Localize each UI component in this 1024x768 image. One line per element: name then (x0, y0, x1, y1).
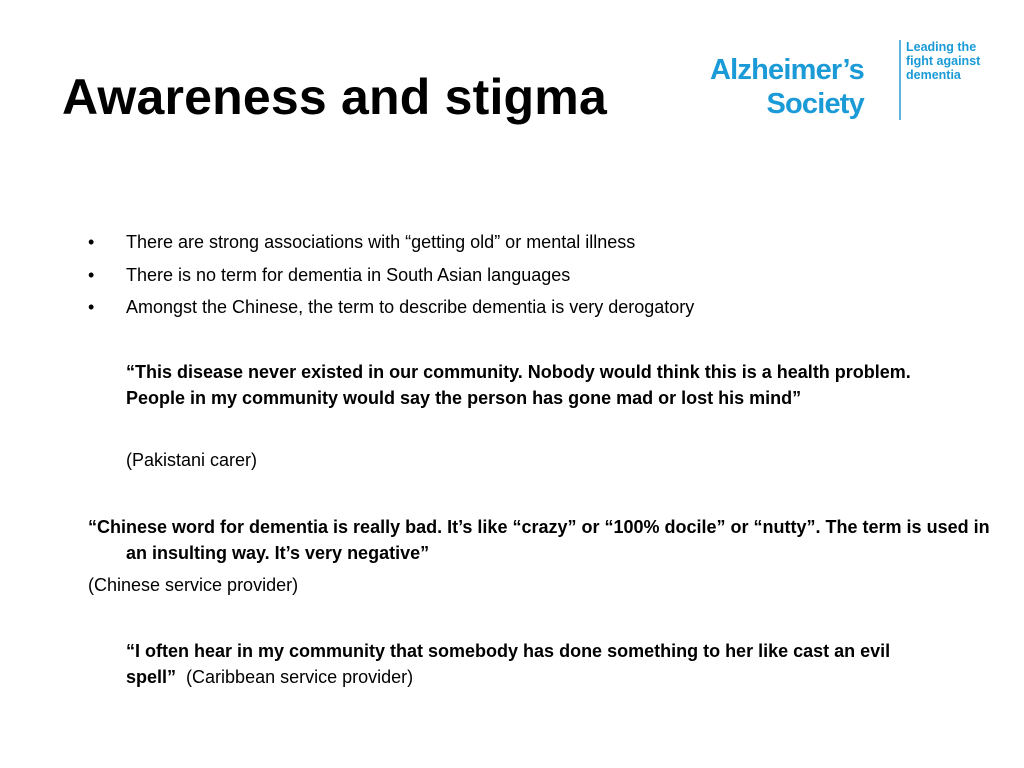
quote-pakistani-carer: “This disease never existed in our community. Nobody would think this is a health problem. People in my community would say the person has gone mad or lost his mind” (126, 362, 911, 408)
quote-source-caribbean-provider: (Caribbean service provider) (186, 667, 414, 687)
logo-name-line-2: Society (766, 88, 864, 120)
bullet-marker: • (88, 232, 95, 252)
alzheimers-society-logo (710, 38, 996, 126)
bullet-marker: • (88, 297, 95, 317)
bullet-text: Amongst the Chinese, the term to describe dementia is very derogatory (126, 297, 695, 317)
bullet-text: There is no term for dementia in South Asian languages (126, 264, 571, 285)
quote-chinese-provider: “Chinese word for dementia is really bad. It’s like “crazy” or “100% docile” or “nutty”. The term is used in an insulting way. It’s very negative” (88, 517, 990, 563)
bullet-item (88, 262, 694, 288)
logo-divider (899, 40, 901, 120)
logo-tagline-line-1: Leading the (906, 40, 977, 54)
bullet-list (88, 229, 694, 327)
bullet-marker: • (88, 264, 95, 285)
logo-tagline (906, 40, 980, 82)
quote-text-caribbean-provider: “I often hear in my community that somebody has done something to her like cast an evil spell” (126, 641, 891, 687)
bullet-item (88, 294, 694, 320)
logo-tagline-line-3: dementia (906, 68, 961, 82)
quote-source-chinese-provider: (Chinese service provider) (88, 575, 299, 595)
logo-tagline-line-2: fight against (906, 54, 981, 68)
bullet-item (88, 229, 694, 255)
slide-title: Awareness and stigma (62, 69, 607, 125)
bullet-text: There are strong associations with “getting old” or mental illness (126, 232, 636, 252)
quote-caribbean-provider (126, 638, 956, 690)
logo-name-line-1: Alzheimer’s (710, 54, 864, 86)
quote-source-pakistani-carer: (Pakistani carer) (126, 450, 258, 470)
